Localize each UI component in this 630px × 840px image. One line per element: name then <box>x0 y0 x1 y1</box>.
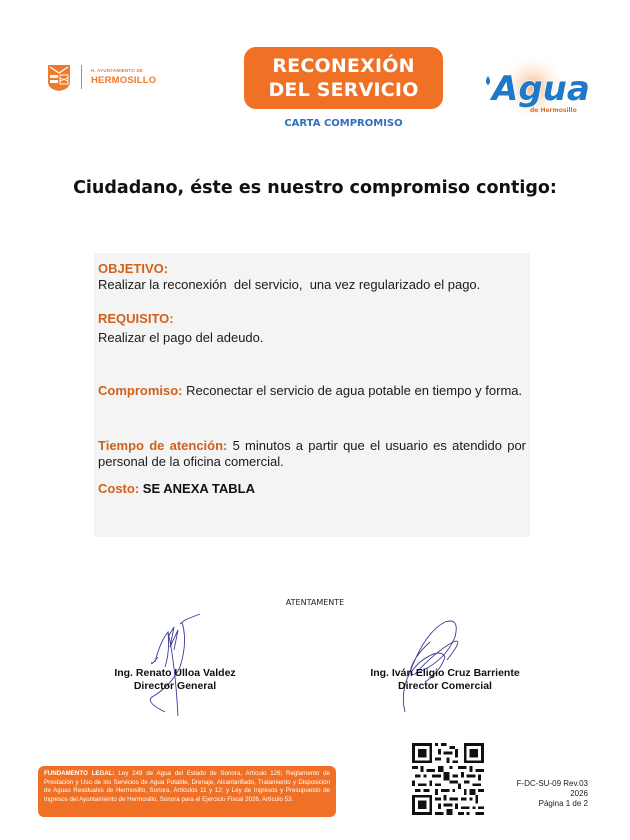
tiempo-section <box>98 438 526 470</box>
org-name-big: HERMOSILLO <box>91 74 157 86</box>
water-drop-icon <box>486 76 490 85</box>
costo-section <box>98 481 526 497</box>
title-line-1: RECONEXIÓN <box>272 55 415 77</box>
signature-right-icon <box>385 612 470 717</box>
compromiso-label: Compromiso: <box>98 383 183 398</box>
signer-left-name: Ing. Renato Ulloa Valdez <box>114 667 236 679</box>
org-name-small: H. AYUNTAMIENTO DE <box>91 68 144 73</box>
agua-logo-sub: de Hermosillo <box>530 107 577 114</box>
page-headline: Ciudadano, éste es nuestro compromiso contigo: <box>73 178 557 198</box>
tiempo-text: 5 minutos a partir que el usuario es atendido por personal de la oficina comercial. <box>98 438 527 469</box>
hermosillo-logo <box>47 62 156 92</box>
signer-left-title: Director General <box>133 680 217 692</box>
costo-text: SE ANEXA TABLA <box>142 481 255 496</box>
doc-year: 2026 <box>570 789 588 798</box>
doc-code: F-DC-SU-09 Rev.03 <box>516 779 588 788</box>
signer-left <box>95 667 255 693</box>
objetivo-section <box>98 261 526 293</box>
page-number: Página 1 de 2 <box>538 799 588 808</box>
document-reference <box>500 779 588 809</box>
title-line-2: DEL SERVICIO <box>268 79 419 101</box>
requisito-section <box>98 311 526 346</box>
commitment-box <box>94 253 530 537</box>
compromiso-text: Reconectar el servicio de agua potable en tiempo y forma. <box>182 383 523 398</box>
signer-right <box>355 667 535 693</box>
signature-left-icon <box>140 612 210 717</box>
agua-logo-text: Agua <box>492 69 588 109</box>
legal-basis-box <box>38 766 336 817</box>
qr-code-icon[interactable] <box>412 743 484 815</box>
document-title-banner <box>244 47 443 109</box>
legal-label: FUNDAMENTO LEGAL: <box>44 770 115 777</box>
legal-text: Ley 249 de Agua del Estado de Sonora, Artículo 126; Reglamento de Prestación y Uso de los Servicios de Agua Potable, Drenaje, Alcantarillado, Tratamiento y Disposición de Aguas Residuales de Hermosillo, Sonora, Artículos 11 y 12; y Ley de Ingresos y Presupuesto de Ingresos del Ayuntamiento de Hermosillo, Sonora para el Ejercicio Fiscal 2026, Artículo 53. <box>44 770 330 803</box>
signer-right-name: Ing. Iván Eligio Cruz Barriente <box>370 667 520 679</box>
document-subtitle: CARTA COMPROMISO <box>284 118 403 129</box>
requisito-text: Realizar el pago del adeudo. <box>98 330 264 345</box>
requisito-label: REQUISITO: <box>98 311 174 326</box>
agua-hermosillo-logo <box>478 52 588 122</box>
objetivo-text: Realizar la reconexión del servicio, una vez regularizado el pago. <box>98 277 481 292</box>
compromiso-section <box>98 383 526 399</box>
closing-text: ATENTAMENTE <box>285 598 345 607</box>
costo-label: Costo: <box>98 481 140 496</box>
signer-right-title: Director Comercial <box>398 680 492 692</box>
tiempo-label: Tiempo de atención: <box>98 438 228 453</box>
logo-divider <box>81 65 82 89</box>
objetivo-label: OBJETIVO: <box>98 261 169 276</box>
coat-of-arms-icon <box>47 62 71 92</box>
